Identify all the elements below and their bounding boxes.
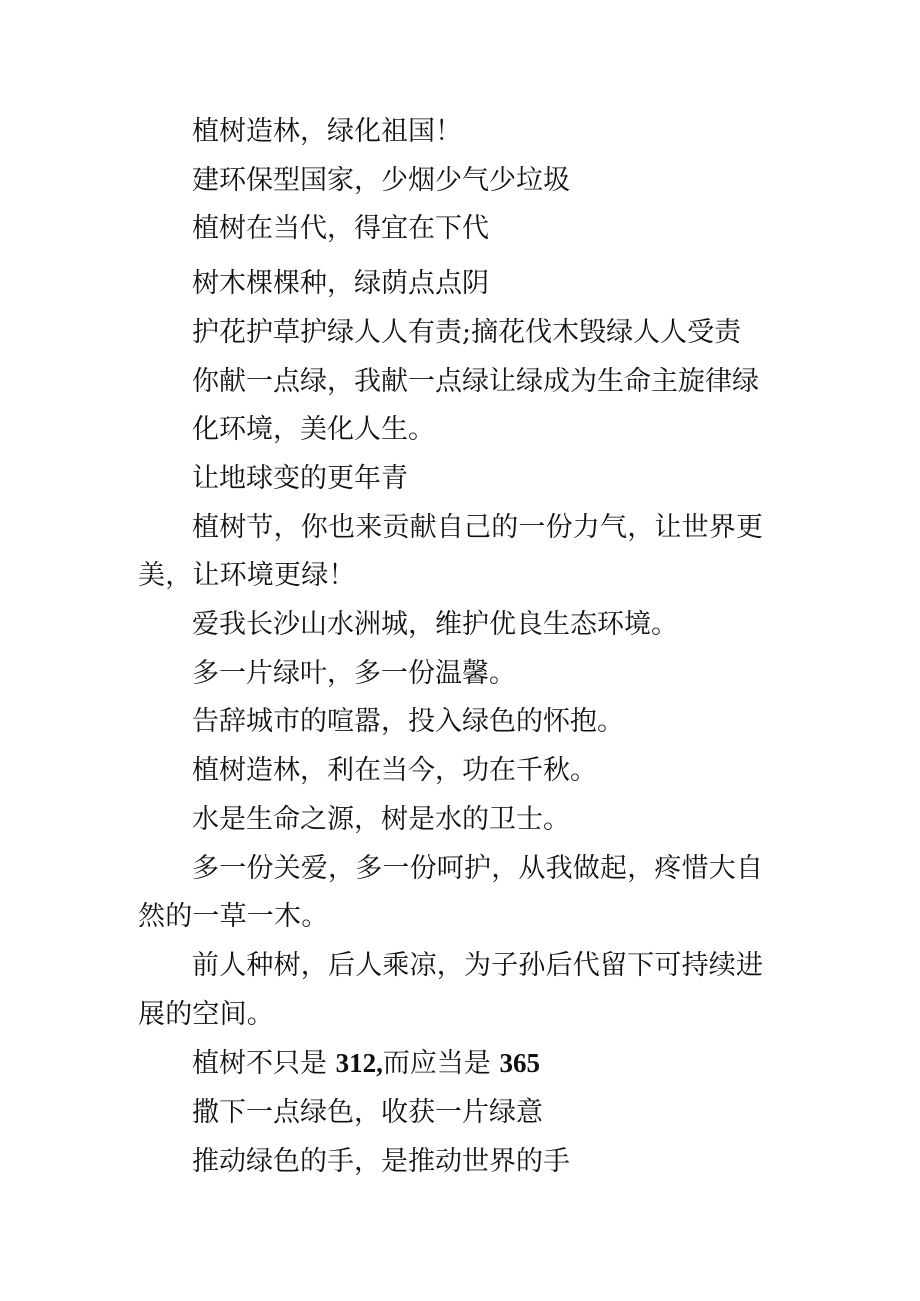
slogan-line: 化环境，美化人生。 [192, 414, 435, 446]
slogan-line: 水是生命之源，树是水的卫士。 [192, 803, 570, 835]
slogan-line: 撒下一点绿色，收获一片绿意 [192, 1097, 543, 1129]
slogan-line: 植树在当代，得宜在下代 [192, 213, 489, 245]
slogan-line: 告辞城市的喧嚣，投入绿色的怀抱。 [192, 706, 624, 738]
number-312: 312, [335, 1048, 383, 1079]
slogan-paragraph: 植树节，你也来贡献自己的一份力气，让世界更美，让环境更绿！ [138, 511, 764, 592]
slogan-text: 而应当是 [382, 1048, 500, 1080]
slogan-paragraph: 多一份关爱，多一份呵护，从我做起，疼惜大自然的一草一木。 [138, 852, 764, 933]
number-365: 365 [499, 1048, 540, 1079]
slogan-line: 让地球变的更年青 [192, 462, 408, 494]
slogan-line: 护花护草护绿人人有责;摘花伐木毁绿人人受责 [192, 316, 742, 348]
slogan-line: 植树造林，利在当今，功在千秋。 [192, 755, 597, 787]
slogan-line: 爱我长沙山水洲城，维护优良生态环境。 [192, 609, 678, 641]
slogan-line: 植树造林，绿化祖国！ [192, 116, 462, 147]
slogan-line-312 [138, 1039, 780, 1089]
slogan-paragraph: 前人种树，后人乘凉，为子孙后代留下可持续进展的空间。 [138, 949, 764, 1030]
document-body [138, 108, 780, 1186]
slogan-line: 建环保型国家，少烟少气少垃圾 [192, 164, 570, 196]
slogan-line: 你献一点绿，我献一点绿让绿成为生命主旋律绿 [192, 365, 759, 397]
slogan-line: 推动绿色的手，是推动世界的手 [192, 1145, 570, 1177]
slogan-line: 多一片绿叶，多一份温馨。 [192, 657, 516, 689]
slogan-text: 植树不只是 [192, 1048, 336, 1080]
slogan-line: 树木棵棵种，绿荫点点阴 [192, 268, 489, 300]
